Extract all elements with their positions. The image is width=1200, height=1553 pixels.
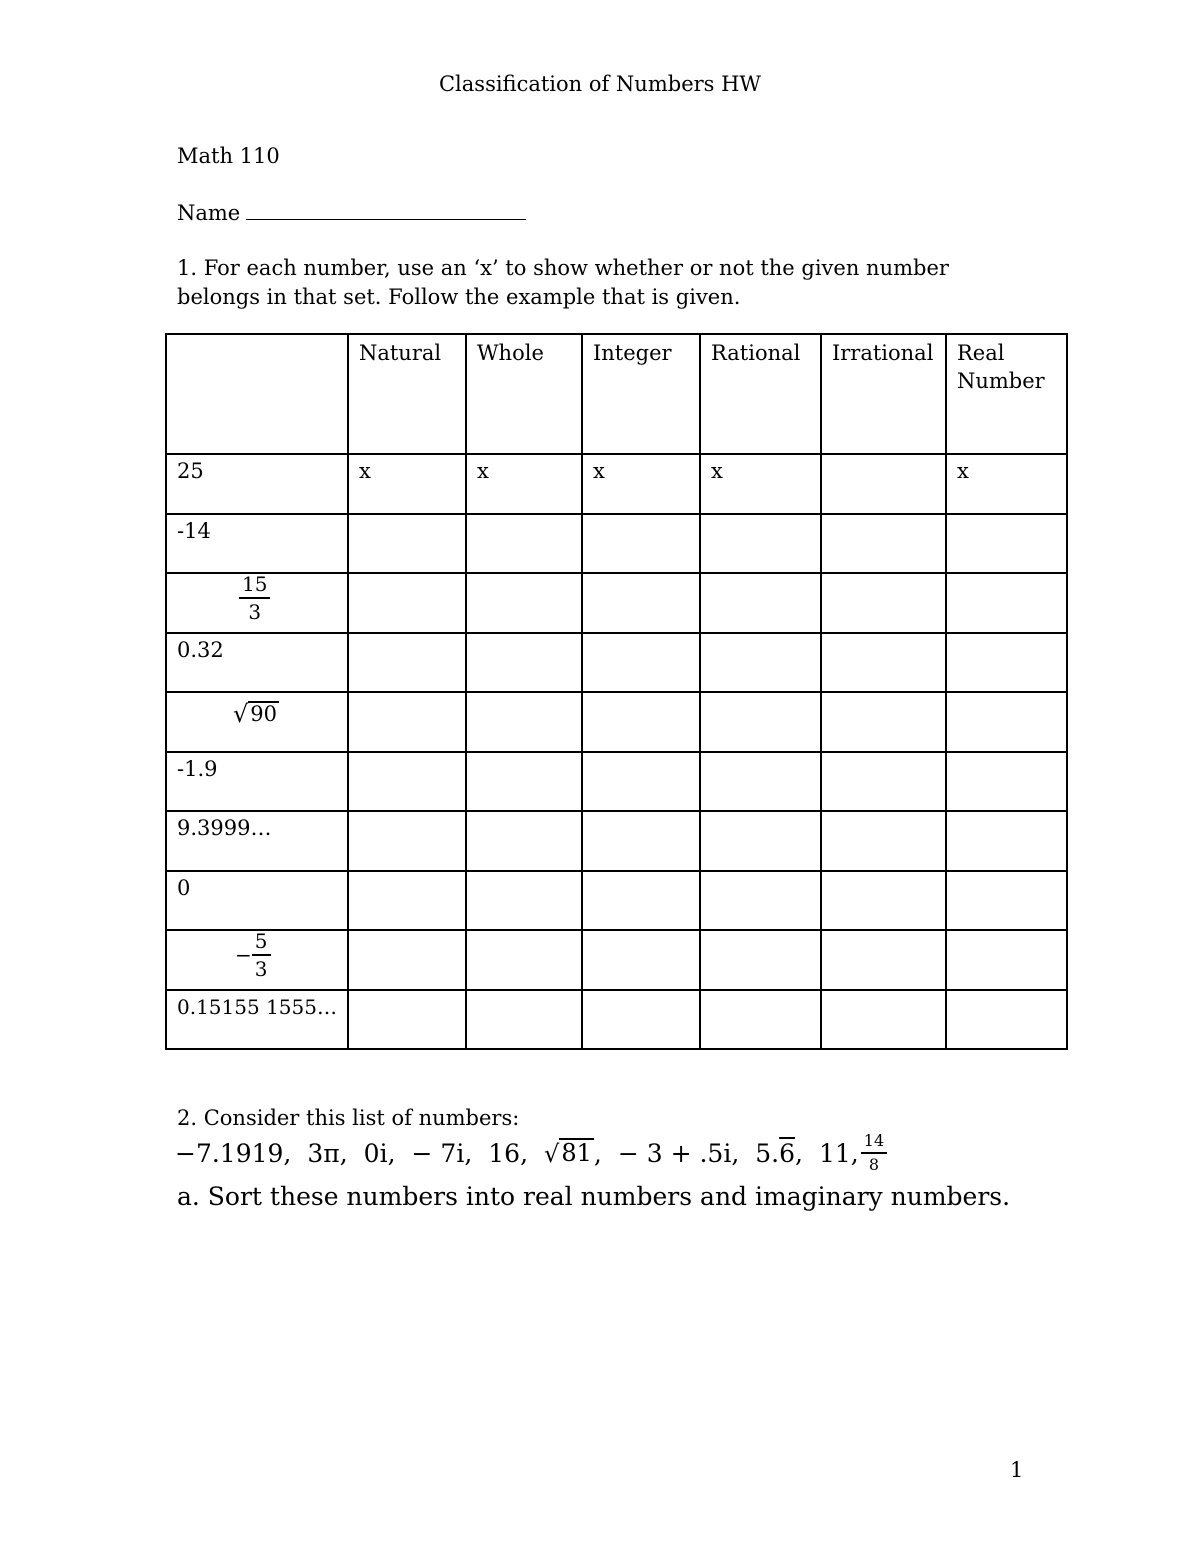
comma: , (593, 1139, 602, 1169)
name-blank-line (246, 199, 526, 220)
number-item: 3π, (307, 1138, 348, 1168)
cell-real-number[interactable] (946, 514, 1067, 574)
header-corner-cell (166, 334, 348, 454)
fraction-denominator: 3 (254, 957, 268, 981)
cell-whole[interactable]: x (466, 454, 582, 514)
cell-real-number[interactable] (946, 811, 1067, 871)
table-row (166, 573, 1067, 633)
name-field (177, 199, 526, 225)
cell-rational[interactable] (700, 573, 821, 633)
cell-integer[interactable] (582, 514, 700, 574)
fraction-denominator: 3 (248, 600, 262, 624)
cell-natural[interactable] (348, 752, 466, 812)
table-row (166, 990, 1067, 1050)
fraction-denominator: 8 (868, 1155, 880, 1174)
cell-irrational[interactable] (821, 633, 946, 693)
cell-rational[interactable]: x (700, 454, 821, 514)
cell-real-number[interactable] (946, 633, 1067, 693)
cell-natural[interactable] (348, 990, 466, 1050)
cell-real-number[interactable] (946, 752, 1067, 812)
row-number: 0 (166, 871, 348, 931)
cell-integer[interactable] (582, 573, 700, 633)
cell-whole[interactable] (466, 811, 582, 871)
number-item-fraction (819, 1133, 887, 1173)
table-row (166, 811, 1067, 871)
cell-whole[interactable] (466, 752, 582, 812)
cell-whole[interactable] (466, 930, 582, 990)
cell-rational[interactable] (700, 752, 821, 812)
number-item: 0i, (363, 1138, 396, 1168)
cell-integer[interactable] (582, 811, 700, 871)
minus-sign: − (235, 943, 252, 967)
row-number: 25 (166, 454, 348, 514)
cell-natural[interactable]: x (348, 454, 466, 514)
row-number: -14 (166, 514, 348, 574)
cell-whole[interactable] (466, 871, 582, 931)
cell-real-number[interactable] (946, 871, 1067, 931)
cell-integer[interactable] (582, 990, 700, 1050)
row-number: 0.32 (166, 633, 348, 693)
cell-natural[interactable] (348, 514, 466, 574)
header-integer: Integer (582, 334, 700, 454)
table-row (166, 871, 1067, 931)
radicand: 90 (250, 702, 278, 726)
header-natural: Natural (348, 334, 466, 454)
square-root (544, 1138, 594, 1169)
cell-whole[interactable] (466, 573, 582, 633)
cell-irrational[interactable] (821, 811, 946, 871)
fraction-numerator: 15 (239, 574, 270, 599)
table-row (166, 514, 1067, 574)
cell-irrational[interactable] (821, 752, 946, 812)
cell-rational[interactable] (700, 871, 821, 931)
number-item: − 3 + .5i, (617, 1138, 740, 1168)
cell-real-number[interactable]: x (946, 454, 1067, 514)
number-item-repeating (755, 1139, 803, 1168)
question-1-text: 1. For each number, use an ‘x’ to show whether or not the given number belongs in that set. Follow the example that is given. (177, 256, 949, 309)
cell-irrational[interactable] (821, 871, 946, 931)
number-item: 11, (819, 1138, 859, 1168)
cell-irrational[interactable] (821, 514, 946, 574)
cell-integer[interactable] (582, 930, 700, 990)
square-root (233, 700, 279, 729)
row-number-negative-fraction (166, 930, 348, 990)
row-number-sqrt (166, 692, 348, 752)
row-number: 0.15155 1555… (166, 990, 348, 1050)
row-number-fraction (166, 573, 348, 633)
cell-integer[interactable] (582, 871, 700, 931)
fraction (239, 574, 270, 622)
page-number: 1 (1010, 1458, 1024, 1482)
page-title: Classification of Numbers HW (438, 72, 762, 96)
course-label: Math 110 (177, 144, 280, 168)
cell-rational[interactable] (700, 692, 821, 752)
cell-irrational[interactable] (821, 573, 946, 633)
row-number: 9.3999… (166, 811, 348, 871)
cell-irrational[interactable] (821, 454, 946, 514)
cell-integer[interactable] (582, 752, 700, 812)
cell-rational[interactable] (700, 514, 821, 574)
cell-natural[interactable] (348, 871, 466, 931)
cell-whole[interactable] (466, 514, 582, 574)
cell-integer[interactable] (582, 633, 700, 693)
cell-rational[interactable] (700, 633, 821, 693)
cell-integer[interactable] (582, 692, 700, 752)
cell-irrational[interactable] (821, 990, 946, 1050)
cell-natural[interactable] (348, 692, 466, 752)
cell-irrational[interactable] (821, 930, 946, 990)
table-row (166, 752, 1067, 812)
comma: , (795, 1138, 803, 1168)
fraction (861, 1133, 887, 1173)
cell-natural[interactable] (348, 930, 466, 990)
fraction (252, 931, 271, 979)
question-2-text: 2. Consider this list of numbers: (177, 1106, 520, 1130)
cell-whole[interactable] (466, 633, 582, 693)
cell-rational[interactable] (700, 990, 821, 1050)
radical-sign-icon: √ (544, 1140, 560, 1169)
cell-irrational[interactable] (821, 692, 946, 752)
fraction-numerator: 14 (861, 1133, 887, 1154)
header-real-number: Real Number (946, 334, 1067, 454)
cell-whole[interactable] (466, 692, 582, 752)
question-2a-text: a. Sort these numbers into real numbers and imaginary numbers. (177, 1182, 1011, 1211)
cell-real-number[interactable] (946, 573, 1067, 633)
row-number: -1.9 (166, 752, 348, 812)
cell-rational[interactable] (700, 811, 821, 871)
cell-natural[interactable] (348, 633, 466, 693)
header-irrational: Irrational (821, 334, 946, 454)
cell-real-number[interactable] (946, 930, 1067, 990)
cell-real-number[interactable] (946, 692, 1067, 752)
table-row (166, 930, 1067, 990)
number-item: 16, (488, 1138, 529, 1168)
table-header-row (166, 334, 1067, 454)
table-row (166, 692, 1067, 752)
classification-table (165, 333, 1068, 1050)
number-item-sqrt (544, 1138, 602, 1168)
table-row (166, 454, 1067, 514)
repeating-whole: 5. (755, 1138, 780, 1168)
fraction-numerator: 5 (252, 931, 271, 956)
header-rational: Rational (700, 334, 821, 454)
cell-rational[interactable] (700, 930, 821, 990)
number-item: −7.1919, (175, 1138, 292, 1168)
number-list (175, 1133, 903, 1173)
radicand: 81 (561, 1138, 592, 1167)
name-label: Name (177, 201, 241, 225)
cell-natural[interactable] (348, 811, 466, 871)
number-item: − 7i, (411, 1138, 473, 1168)
header-whole: Whole (466, 334, 582, 454)
cell-whole[interactable] (466, 990, 582, 1050)
radical-sign-icon: √ (233, 700, 249, 729)
table-row (166, 633, 1067, 693)
cell-integer[interactable]: x (582, 454, 700, 514)
cell-real-number[interactable] (946, 990, 1067, 1050)
cell-natural[interactable] (348, 573, 466, 633)
repeating-digit: 6 (779, 1138, 796, 1168)
